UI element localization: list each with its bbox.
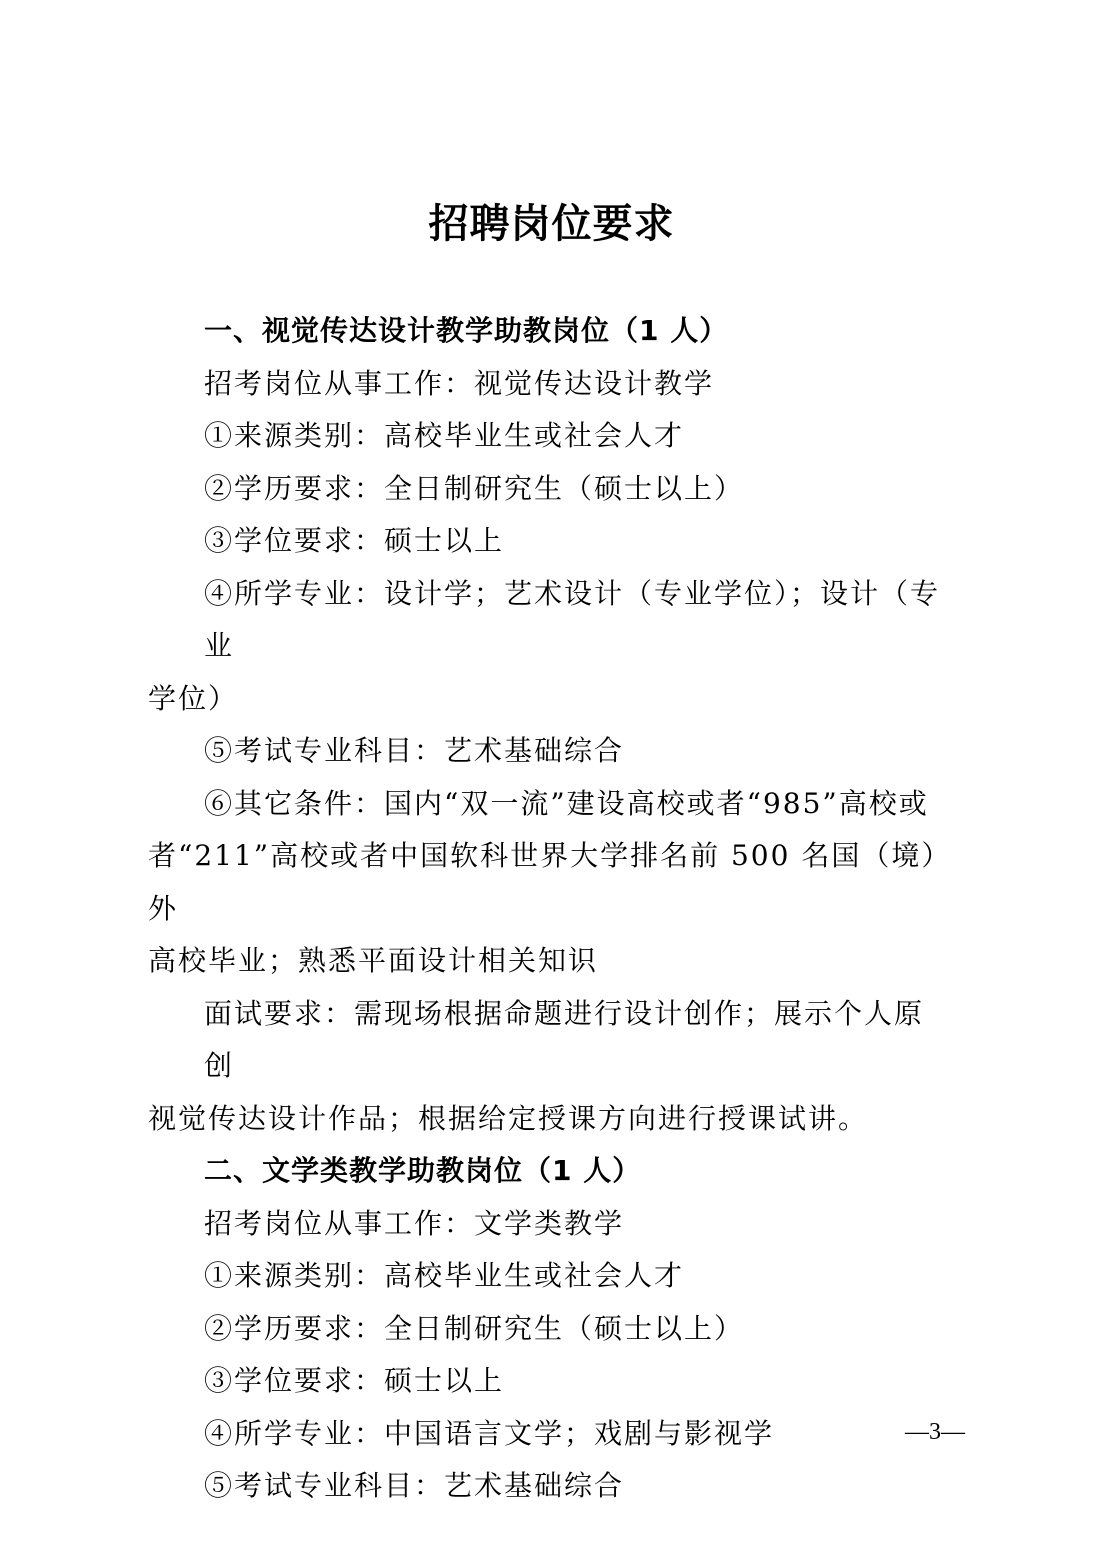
section-1-job: 招考岗位从事工作：视觉传达设计教学	[204, 366, 715, 400]
section-1-education: ②学历要求：全日制研究生（硕士以上）	[204, 471, 745, 505]
page-number: —3—	[905, 1419, 965, 1445]
section-1-heading: 一、视觉传达设计教学助教岗位（1 人）	[204, 314, 729, 347]
section-2-major: ④所学专业：中国语言文学；戏剧与影视学	[204, 1416, 775, 1450]
section-1-other-line-1: ⑥其它条件：国内“双一流”建设高校或者“985”高校或	[204, 786, 929, 820]
section-1-source: ①来源类别：高校毕业生或社会人才	[204, 419, 685, 452]
section-1-major	[148, 568, 948, 726]
section-2-degree: ③学位要求：硕士以上	[204, 1364, 505, 1397]
section-1-other	[148, 778, 948, 988]
section-1-interview-line-1: 面试要求：需现场根据命题进行设计创作；展示个人原创	[204, 996, 925, 1082]
section-1-other-line-2: 者“211”高校或者中国软科世界大学排名前 500 名国（境）外	[148, 839, 938, 925]
section-1-other-line-3: 高校毕业；熟悉平面设计相关知识	[148, 944, 599, 977]
page-title: 招聘岗位要求	[428, 200, 675, 247]
section-2-job: 招考岗位从事工作：文学类教学	[204, 1206, 625, 1240]
section-2-heading: 二、文学类教学助教岗位（1 人）	[204, 1154, 642, 1187]
section-1-interview	[148, 988, 948, 1146]
section-2-source: ①来源类别：高校毕业生或社会人才	[204, 1259, 685, 1292]
section-1-major-line-1: ④所学专业：设计学；艺术设计（专业学位）；设计（专业	[204, 576, 941, 662]
section-1-major-line-2: 学位）	[148, 681, 239, 715]
section-1-exam: ⑤考试专业科目：艺术基础综合	[204, 734, 625, 767]
section-2-education: ②学历要求：全日制研究生（硕士以上）	[204, 1311, 745, 1345]
section-1-degree: ③学位要求：硕士以上	[204, 524, 505, 557]
section-2-exam: ⑤考试专业科目：艺术基础综合	[204, 1469, 625, 1502]
section-1-interview-line-2: 视觉传达设计作品；根据给定授课方向进行授课试讲。	[148, 1101, 869, 1135]
document-body	[148, 305, 948, 1513]
